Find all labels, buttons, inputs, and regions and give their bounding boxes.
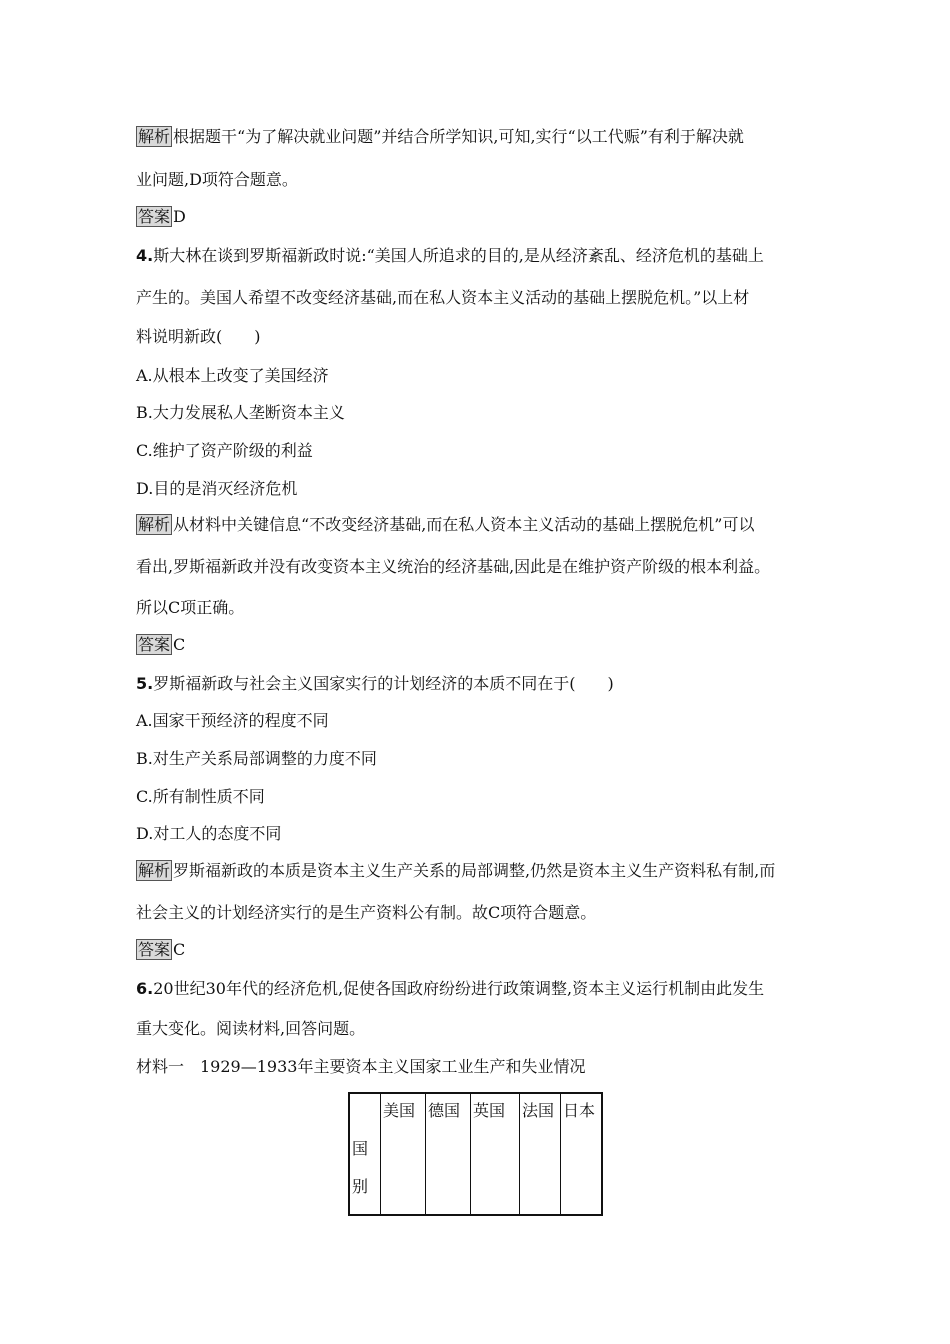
q4-option-c: C.维护了资产阶级的利益: [136, 441, 313, 460]
q4-analysis-line-2: 看出,罗斯福新政并没有改变资本主义统治的经济基础,因此是在维护资产阶级的根本利益。: [136, 557, 771, 576]
q3-answer: [136, 206, 186, 228]
q6-stem-line-1: [136, 978, 764, 1000]
q4-stem-line-1: [136, 245, 764, 267]
q5-analysis-line-2: 社会主义的计划经济实行的是生产资料公有制。故C项符合题意。: [136, 903, 597, 922]
answer-value: C: [173, 635, 186, 654]
material-1-caption: 材料一 1929—1933年主要资本主义国家工业生产和失业情况: [136, 1057, 586, 1076]
analysis-text: 从材料中关键信息“不改变经济基础,而在私人资本主义活动的基础上摆脱危机”可以: [173, 515, 755, 534]
question-text: 罗斯福新政与社会主义国家实行的计划经济的本质不同在于( ): [153, 674, 614, 693]
q4-analysis-line-1: [136, 514, 754, 536]
q5-option-c: C.所有制性质不同: [136, 787, 265, 806]
table-row: [349, 1093, 602, 1215]
q4-stem-line-3: 料说明新政( ): [136, 327, 261, 346]
answer-value: C: [173, 940, 186, 959]
q4-option-d: D.目的是消灭经济危机: [136, 479, 298, 498]
question-text: 斯大林在谈到罗斯福新政时说:“美国人所追求的目的,是从经济紊乱、经济危机的基础上: [153, 246, 764, 265]
q5-option-d: D.对工人的态度不同: [136, 824, 282, 843]
table-header-cell: 法国: [520, 1093, 561, 1215]
q5-analysis-line-1: [136, 860, 775, 882]
analysis-tag: 解析: [138, 515, 171, 534]
table-header-cell: 德国: [426, 1093, 471, 1215]
q5-option-b: B.对生产关系局部调整的力度不同: [136, 749, 377, 768]
q6-stem-line-2: 重大变化。阅读材料,回答问题。: [136, 1019, 366, 1038]
question-number: 6.: [136, 979, 154, 998]
table-header-cell: 日本: [561, 1093, 603, 1215]
table-header-cell: 英国: [471, 1093, 520, 1215]
q5-answer: [136, 939, 185, 961]
q4-stem-line-2: 产生的。美国人希望不改变经济基础,而在私人资本主义活动的基础上摆脱危机。”以上材: [136, 288, 750, 307]
answer-tag: 答案: [138, 635, 171, 654]
q4-analysis-line-3: 所以C项正确。: [136, 598, 245, 617]
question-number: 5.: [136, 674, 154, 693]
q4-answer: [136, 634, 185, 656]
question-number: 4.: [136, 246, 154, 265]
table-header-label-cell: [349, 1093, 381, 1215]
q4-option-b: B.大力发展私人垄断资本主义: [136, 403, 345, 422]
table-header-cell: 美国: [381, 1093, 426, 1215]
q5-stem: [136, 673, 614, 695]
q4-option-a: A.从根本上改变了美国经济: [136, 366, 329, 385]
answer-value: D: [173, 207, 186, 226]
analysis-text: 罗斯福新政的本质是资本主义生产关系的局部调整,仍然是资本主义生产资料私有制,而: [173, 861, 776, 880]
table-header-label: 国 别: [352, 1139, 369, 1196]
q3-analysis-line-2: 业问题,D项符合题意。: [136, 170, 298, 189]
analysis-tag: 解析: [138, 127, 171, 146]
answer-tag: 答案: [138, 207, 171, 226]
analysis-tag: 解析: [138, 861, 171, 880]
question-text: 20世纪30年代的经济危机,促使各国政府纷纷进行政策调整,资本主义运行机制由此发生: [153, 979, 765, 998]
answer-tag: 答案: [138, 940, 171, 959]
analysis-text: 根据题干“为了解决就业问题”并结合所学知识,可知,实行“以工代赈”有利于解决就: [173, 127, 744, 146]
q5-option-a: A.国家干预经济的程度不同: [136, 711, 329, 730]
production-unemployment-table: [348, 1092, 603, 1216]
q3-analysis-line-1: [136, 126, 744, 148]
